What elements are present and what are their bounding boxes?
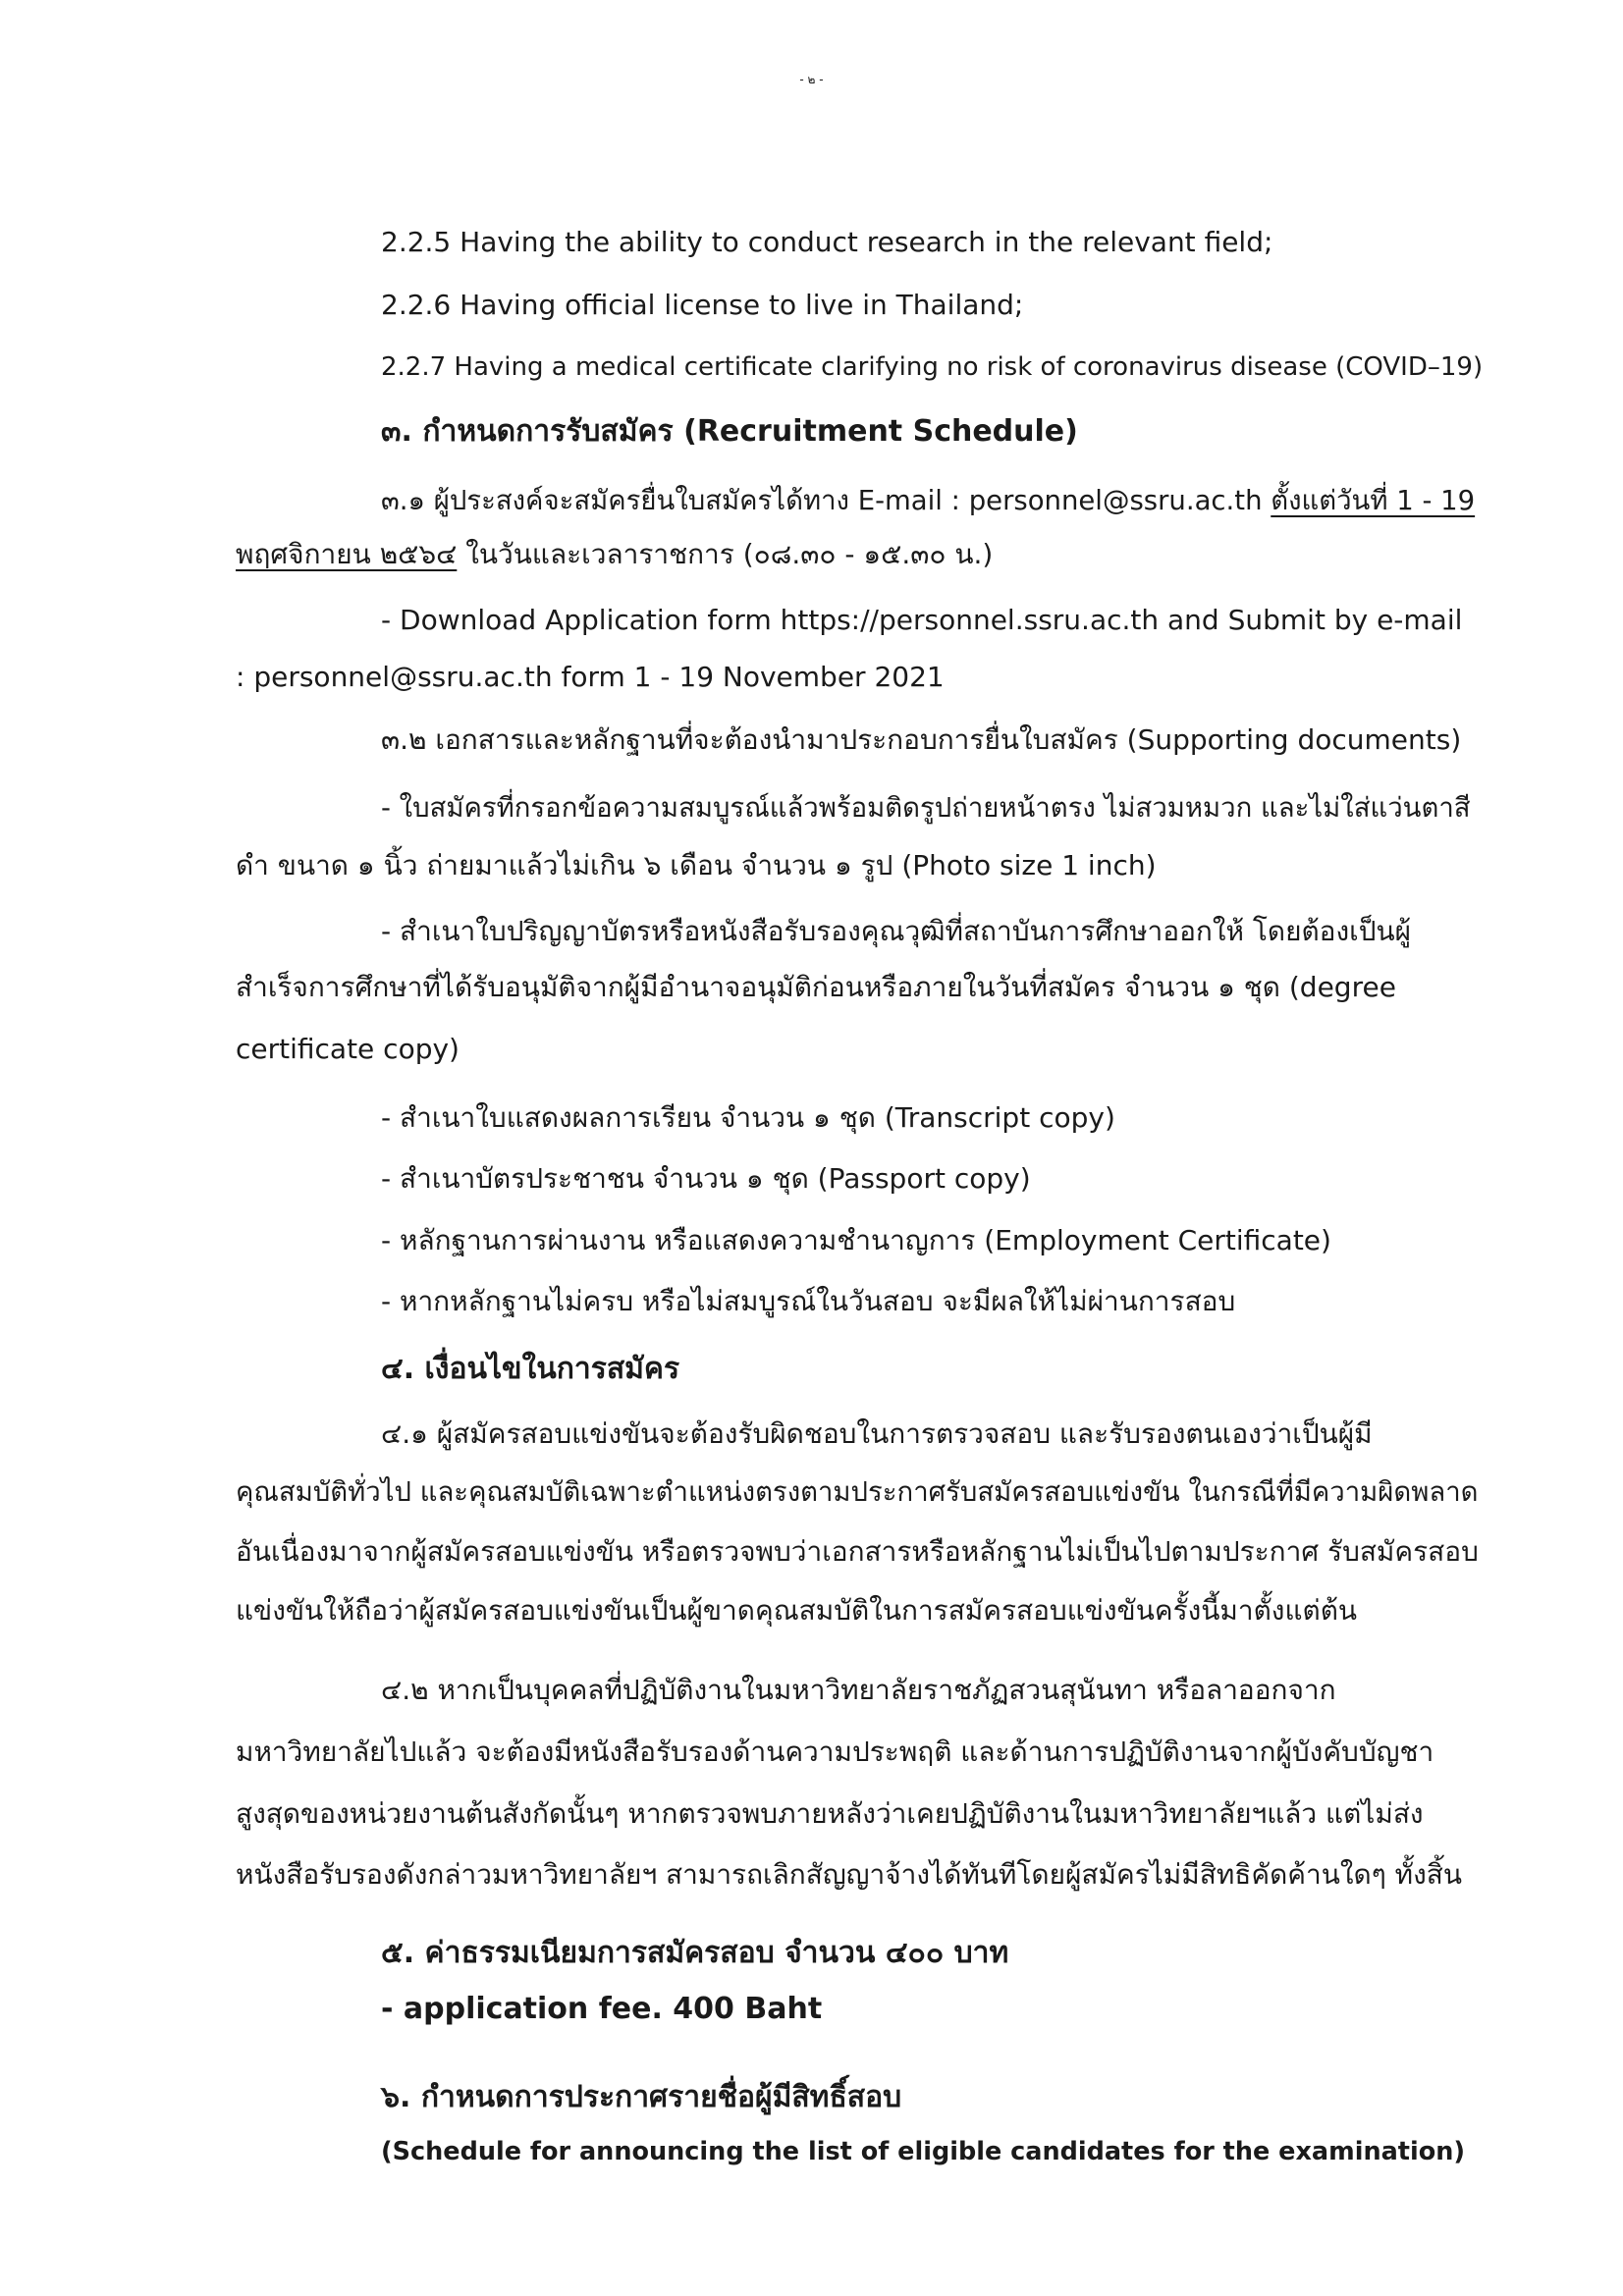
qualification-2-2-6: 2.2.6 Having official license to live in Thailand; <box>381 289 1024 321</box>
section-3-2-heading: ๓.๒ เอกสารและหลักฐานที่จะต้องนำมาประกอบการยื่นใบสมัคร (Supporting documents) <box>381 723 1462 756</box>
section-3-1-date-end: พฤศจิกายน ๒๕๖๔ <box>236 538 458 570</box>
section-4-2-line-2: มหาวิทยาลัยไปแล้ว จะต้องมีหนังสือรับรองด้านความประพฤติ และด้านการปฏิบัติงานจากผู้บังคับบัญชา <box>236 1735 1434 1768</box>
section-3-1-text: ๓.๑ ผู้ประสงค์จะสมัครยื่นใบสมัครได้ทาง E-mail : personnel@ssru.ac.th <box>381 485 1271 516</box>
section-5-heading: ๕. ค่าธรรมเนียมการสมัครสอบ จำนวน ๔๐๐ บาท <box>381 1936 1009 1970</box>
section-4-2-line-4: หนังสือรับรองดังกล่าวมหาวิทยาลัยฯ สามารถเลิกสัญญาจ้างได้ทันทีโดยผู้สมัครไม่มีสิทธิคัดค้านใดๆ ทั้งสิ้น <box>236 1858 1463 1891</box>
section-4-1-line-2: คุณสมบัติทั่วไป และคุณสมบัติเฉพาะตำแหน่งตรงตามประกาศรับสมัครสอบแข่งขัน ในกรณีที่มีความผิดพลาด <box>236 1476 1479 1508</box>
section-4-1-line-4: แข่งขันให้ถือว่าผู้สมัครสอบแข่งขันเป็นผู้ขาดคุณสมบัติในการสมัครสอบแข่งขันครั้งนี้มาตั้งแต่ต้น <box>236 1594 1358 1627</box>
qualification-2-2-5: 2.2.5 Having the ability to conduct research in the relevant field; <box>381 226 1273 258</box>
section-3-heading: ๓. กำหนดการรับสมัคร (Recruitment Schedule) <box>381 414 1078 449</box>
degree-requirement-line-3: certificate copy) <box>236 1033 460 1065</box>
section-4-heading: ๔. เงื่อนไขในการสมัคร <box>381 1352 680 1386</box>
section-4-1-line-3: อันเนื่องมาจากผู้สมัครสอบแข่งขัน หรือตรวจพบว่าเอกสารหรือหลักฐานไม่เป็นไปตามประกาศ รับสมัครสอบ <box>236 1535 1479 1568</box>
section-3-1-office-hours: ในวันและเวลาราชการ (๐๘.๓๐ - ๑๕.๓๐ น.) <box>457 538 994 570</box>
passport-requirement: - สำเนาบัตรประชาชน จำนวน ๑ ชุด (Passport copy) <box>381 1162 1031 1195</box>
section-3-1-line-1 <box>381 485 1476 516</box>
photo-requirement-line-2: ดำ ขนาด ๑ นิ้ว ถ่ายมาแล้วไม่เกิน ๖ เดือน จำนวน ๑ รูป (Photo size 1 inch) <box>236 849 1157 881</box>
section-4-2-line-1: ๔.๒ หากเป็นบุคคลที่ปฏิบัติงานในมหาวิทยาลัยราชภัฏสวนสุนันทา หรือลาออกจาก <box>381 1674 1336 1706</box>
download-line-1: - Download Application form https://personnel.ssru.ac.th and Submit by e-mail <box>381 604 1463 636</box>
degree-requirement-line-1: - สำเนาใบปริญญาบัตรหรือหนังสือรับรองคุณวุฒิที่สถาบันการศึกษาออกให้ โดยต้องเป็นผู้ <box>381 915 1412 947</box>
section-4-2-line-3: สูงสุดของหน่วยงานต้นสังกัดนั้นๆ หากตรวจพบภายหลังว่าเคยปฏิบัติงานในมหาวิทยาลัยฯแล้ว แต่ไม่ส่ง <box>236 1797 1424 1830</box>
qualification-2-2-7: 2.2.7 Having a medical certificate clarifying no risk of coronavirus disease (COVID–19) <box>381 352 1484 382</box>
section-6-heading-english: (Schedule for announcing the list of eligible candidates for the examination) <box>381 2137 1466 2166</box>
download-line-2: : personnel@ssru.ac.th form 1 - 19 November 2021 <box>236 661 945 693</box>
employment-requirement: - หลักฐานการผ่านงาน หรือแสดงความชำนาญการ (Employment Certificate) <box>381 1224 1331 1256</box>
section-3-1-line-2 <box>236 538 994 570</box>
section-6-heading: ๖. กำหนดการประกาศรายชื่อผู้มีสิทธิ์สอบ <box>381 2080 902 2114</box>
photo-requirement-line-1: - ใบสมัครที่กรอกข้อความสมบูรณ์แล้วพร้อมติดรูปถ่ายหน้าตรง ไม่สวมหมวก และไม่ใส่แว่นตาสี <box>381 792 1471 824</box>
incomplete-evidence-note: - หากหลักฐานไม่ครบ หรือไม่สมบูรณ์ในวันสอบ จะมีผลให้ไม่ผ่านการสอบ <box>381 1285 1236 1317</box>
transcript-requirement: - สำเนาใบแสดงผลการเรียน จำนวน ๑ ชุด (Transcript copy) <box>381 1101 1115 1134</box>
application-fee: - application fee. 400 Baht <box>381 1992 823 2026</box>
section-3-1-date-start: ตั้งแต่วันที่ 1 - 19 <box>1271 485 1476 516</box>
degree-requirement-line-2: สำเร็จการศึกษาที่ได้รับอนุมัติจากผู้มีอำนาจอนุมัติก่อนหรือภายในวันที่สมัคร จำนวน ๑ ชุด (degree <box>236 971 1396 1003</box>
page-number: - ๒ - <box>799 73 824 86</box>
section-4-1-line-1: ๔.๑ ผู้สมัครสอบแข่งขันจะต้องรับผิดชอบในการตรวจสอบ และรับรองตนเองว่าเป็นผู้มี <box>381 1417 1373 1450</box>
